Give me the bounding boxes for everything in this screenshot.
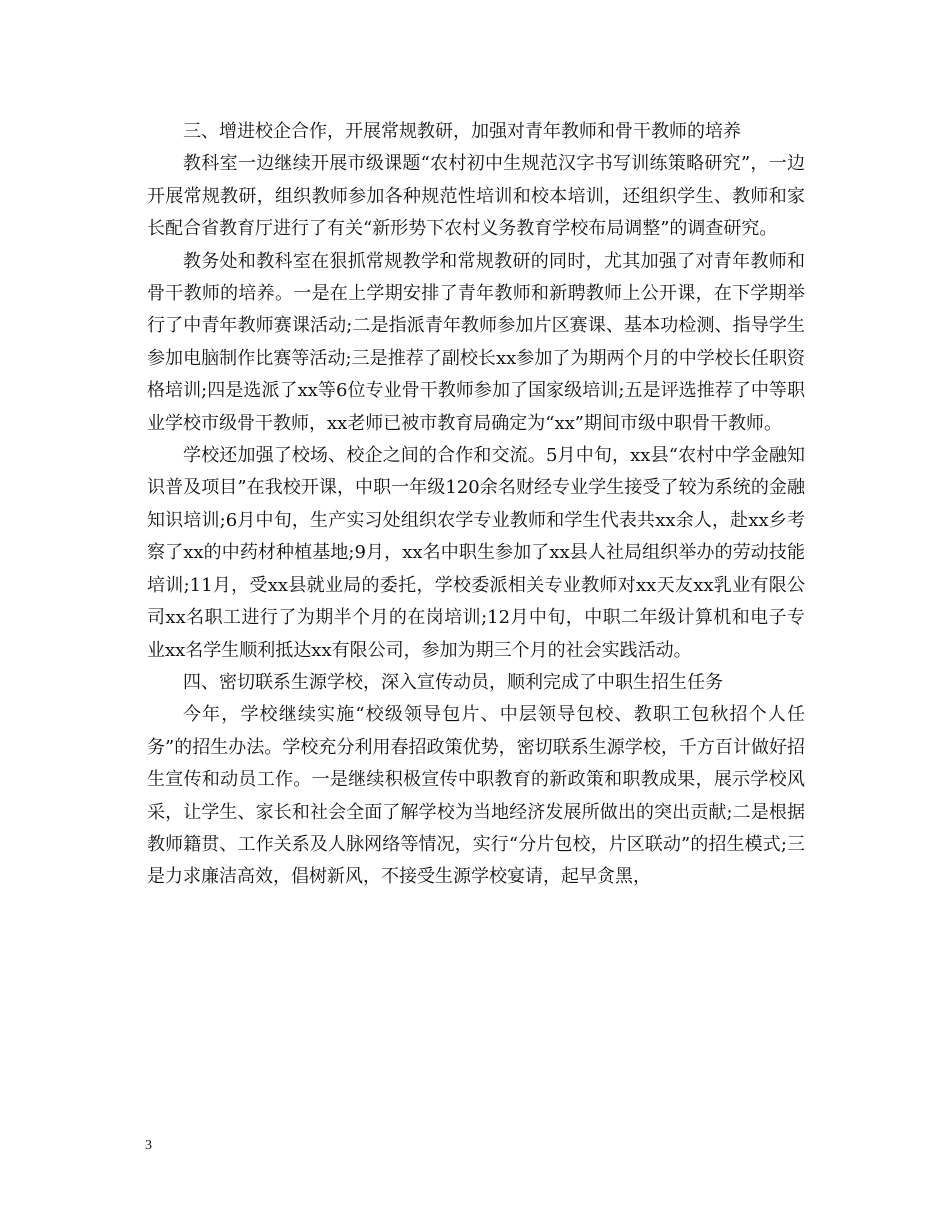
paragraph-research: 教科室一边继续开展市级课题“农村初中生规范汉字书写训练策略研究”，一边开展常规教研，组织教师参加各种规范性培训和校本培训，还组织学生、教师和家长配合省教育厅进行了有关“新形势下农村义务教育学校布局调整”的调查研究。 xyxy=(147,153,805,240)
paragraph-teacher-training: 教务处和教科室在狠抓常规教学和常规教研的同时，尤其加强了对青年教师和骨干教师的培养。一是在上学期安排了青年教师和新聘教师上公开课，在下学期举行了中青年教师赛课活动;二是指派青年教师参加片区赛课、基本功检测、指导学生参加电脑制作比赛等活动;三是推荐了副校长xx参加了为期两个月的中学校长任职资格培训;四是选派了xx等6位专业骨干教师参加了国家级培训;五是评选推荐了中等职业学校市级骨干教师，xx老师已被市教育局确定为“xx”期间市级中职骨干教师。 xyxy=(147,250,805,434)
page-number: 3 xyxy=(145,1138,152,1153)
paragraph-enrollment: 今年，学校继续实施“校级领导包片、中层领导包校、教职工包秋招个人任务”的招生办法。学校充分利用春招政策优势，密切联系生源学校，千方百计做好招生宣传和动员工作。一是继续积极宣传中职教育的新政策和职教成果，展示学校风采，让学生、家长和社会全面了解学校为当地经济发展所做出的突出贡献;二是根据教师籍贯、工作关系及人脉网络等情况，实行“分片包校，片区联动”的招生模式;三是力求廉洁高效，倡树新风，不接受生源学校宴请，起早贪黑， xyxy=(147,704,805,888)
paragraph-cooperation: 学校还加强了校场、校企之间的合作和交流。5月中旬，xx县“农村中学金融知识普及项目”在我校开课，中职一年级120余名财经专业学生接受了较为系统的金融知识培训;6月中旬，生产实习处组织农学专业教师和学生代表共xx余人，赴xx乡考察了xx的中药材种植基地;9月，xx名中职生参加了xx县人社局组织举办的劳动技能培训;11月，受xx县就业局的委托，学校委派相关专业教师对xx天友xx乳业有限公司xx名职工进行了为期半个月的在岗培训;12月中旬，中职二年级计算机和电子专业xx名学生顺利抵达xx有限公司，参加为期三个月的社会实践活动。 xyxy=(147,445,805,661)
section-heading-three: 三、增进校企合作，开展常规教研，加强对青年教师和骨干教师的培养 xyxy=(183,121,741,142)
section-heading-four: 四、密切联系生源学校，深入宣传动员，顺利完成了中职生招生任务 xyxy=(183,671,723,693)
document-body xyxy=(147,116,805,894)
